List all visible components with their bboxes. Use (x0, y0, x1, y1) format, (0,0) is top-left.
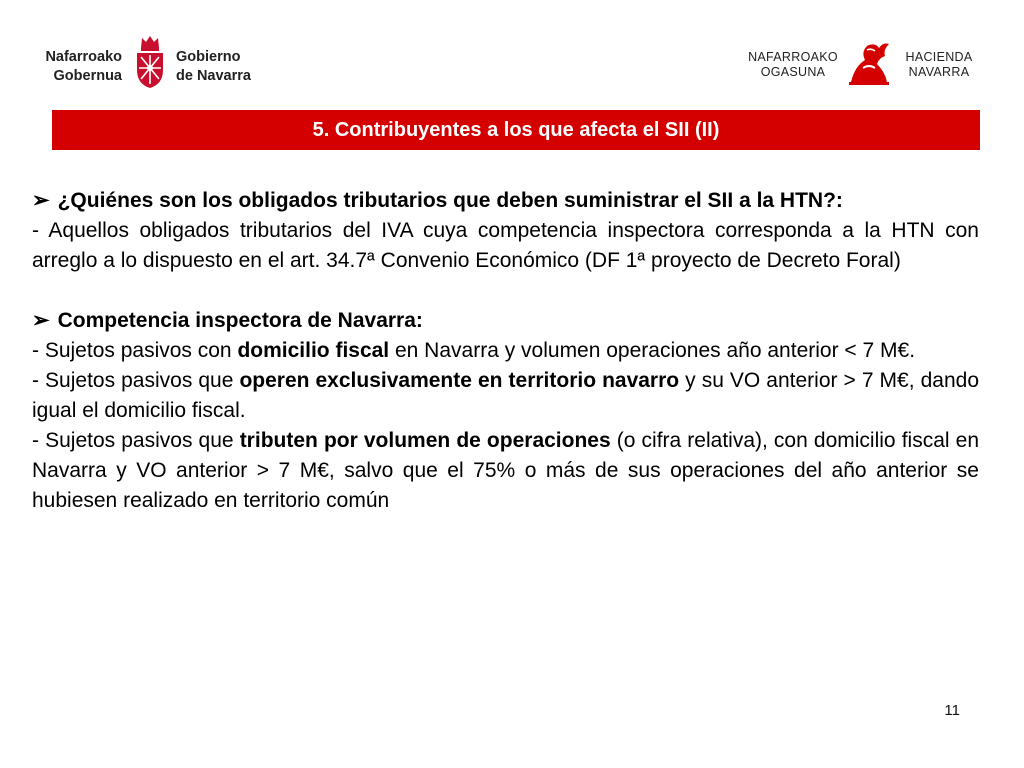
section2-item-1 (32, 336, 979, 366)
logo-right-text-basque: NAFARROAKO OGASUNA (748, 50, 838, 79)
hacienda-emblem-icon (845, 38, 893, 88)
section1-heading-line (32, 186, 979, 216)
item-text: y su VO anterior > 7 M€, dando igual el domicilio fiscal. (32, 369, 980, 422)
arrow-bullet-icon: ➢ (32, 309, 50, 332)
item-text: (o cifra relativa), con domicilio fiscal en Navarra y VO anterior > 7 M€, salvo que el 75% o más de sus operaciones del año anterior se hubiesen realizado en territorio común (32, 429, 979, 512)
item-text: - Sujetos pasivos que (32, 369, 240, 392)
logo-left-text-basque: Nafarroako Gobernua (45, 49, 122, 84)
section2-heading-line (32, 306, 979, 336)
item-bold-text: operen exclusivamente en territorio navarro (239, 369, 680, 392)
item-bold-text: tributen por volumen de operaciones (239, 429, 611, 452)
slide-content (32, 186, 979, 516)
spacer (32, 276, 979, 306)
section2-item-2 (32, 366, 979, 426)
section2-item-3 (32, 426, 979, 516)
item-text: - Sujetos pasivos con (32, 339, 238, 362)
section2-heading: Competencia inspectora de Navarra: (57, 309, 423, 332)
item-bold-text: domicilio fiscal (237, 339, 390, 362)
logo-right-text-spanish: HACIENDA NAVARRA (905, 50, 973, 79)
section1-text: - Aquellos obligados tributarios del IVA cuya competencia inspectora corresponda a la HTN con arreglo a lo dispuesto en el art. 34.7ª Convenio Económico (DF 1ª proyecto de Decreto Foral) (32, 219, 979, 272)
hacienda-navarra-logo (745, 38, 985, 88)
arrow-bullet-icon: ➢ (32, 189, 50, 212)
gobierno-navarra-logo (40, 34, 260, 90)
section1-heading: ¿Quiénes son los obligados tributarios que deben suministrar el SII a la HTN?: (57, 189, 843, 212)
item-text: - Sujetos pasivos que (32, 429, 240, 452)
item-text: en Navarra y volumen operaciones año anterior < 7 M€. (389, 339, 916, 362)
slide-title-banner: 5. Contribuyentes a los que afecta el SII (II) (52, 110, 980, 150)
coat-of-arms-icon (130, 34, 170, 90)
logo-left-text-spanish: Gobierno de Navarra (176, 49, 251, 84)
page-number: 11 (944, 702, 960, 719)
